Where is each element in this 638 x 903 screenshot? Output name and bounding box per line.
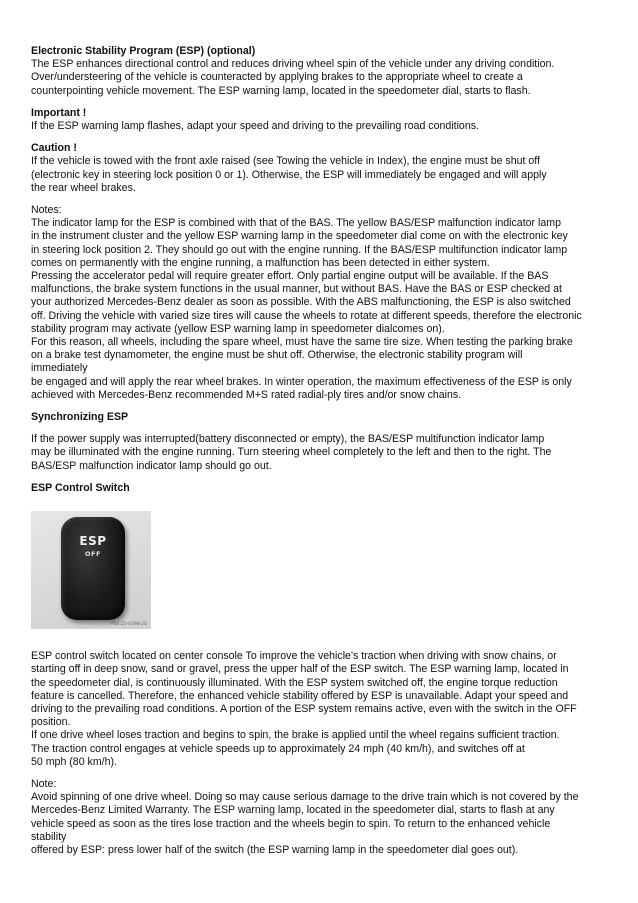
text-line: in steering lock position 2. They should go out with the engine running. If the BAS/ESP multifunction indicator lamp: [31, 243, 568, 256]
text-line: BAS/ESP malfunction indicator lamp should go out.: [31, 459, 272, 472]
important-heading: Important !: [31, 106, 87, 119]
text-line: driving to the prevailing road conditions. A portion of the ESP system remains active, even with the switch in the OFF: [31, 702, 577, 715]
text-line: counterpointing vehicle movement. The ESP warning lamp, located in the speedometer dial, starts to flash.: [31, 84, 531, 97]
text-line: If the power supply was interrupted(battery disconnected or empty), the BAS/ESP multifunction indicator lamp: [31, 433, 545, 446]
text-line: the rear wheel brakes.: [31, 181, 136, 194]
control-switch-heading: ESP Control Switch: [31, 481, 130, 494]
text-line: your authorized Mercedes-Benz dealer as soon as possible. With the ABS malfunctioning, the ESP is also switched: [31, 296, 571, 309]
text-line: If one drive wheel loses traction and begins to spin, the brake is applied until the wheel regains sufficient traction.: [31, 729, 560, 742]
important-paragraph: [31, 120, 611, 133]
text-line: The indicator lamp for the ESP is combined with that of the BAS. The yellow BAS/ESP malfunction indicator lamp: [31, 217, 561, 230]
text-line: offered by ESP: press lower half of the switch (the ESP warning lamp in the speedometer dial goes out).: [31, 843, 519, 856]
text-line: The traction control engages at vehicle speeds up to approximately 24 mph (40 km/h), and switches off at: [31, 742, 525, 755]
text-line: For this reason, all wheels, including the spare wheel, must have the same tire size. When testing the parking brake: [31, 336, 573, 349]
text-line: vehicle speed as soon as the tires lose traction and the wheels begin to spin. To return to the enhanced vehicle: [31, 817, 551, 830]
text-line: Avoid spinning of one drive wheel. Doing so may cause serious damage to the drive train which is not covered by the: [31, 791, 579, 804]
sync-heading: Synchronizing ESP: [31, 411, 129, 424]
text-line: in the instrument cluster and the yellow ESP warning lamp in the speedometer dial come on with the electronic key: [31, 230, 568, 243]
note-paragraph: [31, 791, 611, 857]
text-line: malfunctions, the brake system functions in the usual manner, but without BAS. Have the BAS or ESP checked at: [31, 283, 562, 296]
text-line: the speedometer dial, is continuously illuminated. With the ESP system switched off, the engine torque reduction: [31, 676, 558, 689]
caution-heading: Caution !: [31, 142, 77, 155]
caution-paragraph: [31, 155, 611, 195]
note-heading: Note:: [31, 777, 57, 790]
text-line: Mercedes-Benz Limited Warranty. The ESP warning lamp, located in the speedometer dial, starts to flash at any: [31, 804, 555, 817]
text-line: achieved with Mercedes-Benz recommended M+S rated radial-ply tires and/or snow chains.: [31, 388, 462, 401]
text-line: Over/understeering of the vehicle is counteracted by applying brakes to the appropriate wheel to create a: [31, 71, 523, 84]
document-page: [31, 45, 611, 857]
text-line: be engaged and will apply the rear wheel brakes. In winter operation, the maximum effectiveness of the ESP is only: [31, 375, 572, 388]
text-line: on a brake test dynamometer, the engine must be shut off. Otherwise, the electronic stability program will: [31, 349, 523, 362]
text-line: ESP control switch located on center console To improve the vehicle's traction when driving with snow chains, or: [31, 650, 557, 663]
text-line: stability program may activate (yellow ESP warning lamp in speedometer dialcomes on).: [31, 322, 445, 335]
control-switch-paragraph: [31, 650, 611, 769]
switch-esp-label: ESP: [79, 534, 107, 549]
text-line: If the ESP warning lamp flashes, adapt your speed and driving to the prevailing road conditions.: [31, 120, 479, 133]
esp-paragraph: [31, 58, 611, 98]
esp-off-switch: [61, 517, 125, 620]
notes-heading: Notes:: [31, 204, 62, 217]
text-line: (electronic key in steering lock position 0 or 1). Otherwise, the ESP will immediately be engaged and will apply: [31, 168, 547, 181]
text-line: If the vehicle is towed with the front axle raised (see Towing the vehicle in Index), the engine must be shut off: [31, 155, 540, 168]
esp-switch-photo: [31, 511, 151, 629]
text-line: immediately: [31, 362, 88, 375]
text-line: Pressing the accelerator pedal will require greater effort. Only partial engine output will be available. If the BAS: [31, 270, 549, 283]
text-line: position.: [31, 716, 71, 729]
text-line: off. Driving the vehicle with varied size tires will cause the wheels to rotate at different speeds, therefore the electronic: [31, 309, 582, 322]
esp-heading: Electronic Stability Program (ESP) (optional): [31, 45, 256, 57]
switch-off-label: OFF: [85, 550, 101, 559]
text-line: stability: [31, 830, 67, 843]
notes-paragraph: [31, 217, 611, 402]
text-line: 50 mph (80 km/h).: [31, 755, 117, 768]
text-line: comes on permanently with the engine running, a malfunction has been detected in either system.: [31, 256, 490, 269]
text-line: may be illuminated with the engine running. Turn steering wheel completely to the left and then to the right. The: [31, 446, 552, 459]
text-line: The ESP enhances directional control and reduces driving wheel spin of the vehicle under any driving condition.: [31, 58, 555, 71]
text-line: feature is cancelled. Therefore, the enhanced vehicle stability offered by ESP is unavailable. Adapt your speed and: [31, 689, 569, 702]
text-line: starting off in deep snow, sand or gravel, press the upper half of the ESP switch. The ESP warning lamp, located in: [31, 663, 569, 676]
sync-paragraph: [31, 433, 611, 473]
photo-code: P54.25-0398-20: [110, 622, 147, 628]
